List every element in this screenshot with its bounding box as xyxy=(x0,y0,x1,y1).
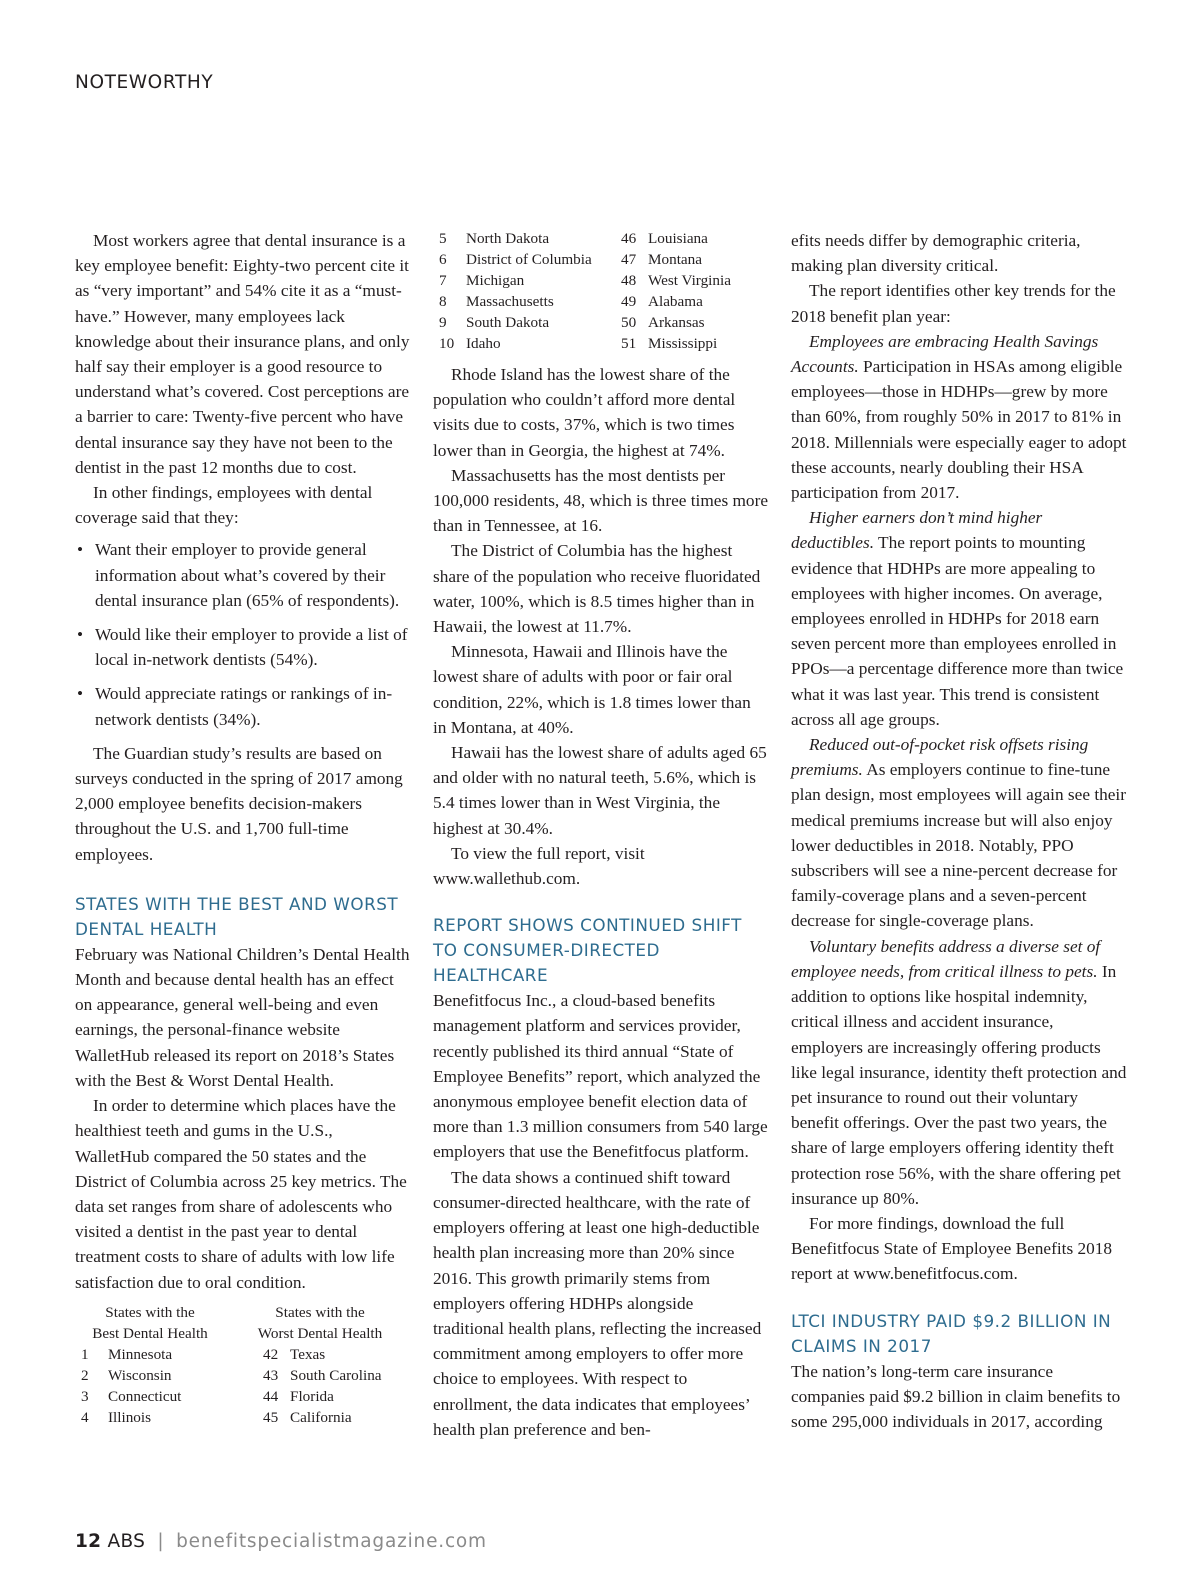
table-row: 5 North Dakota xyxy=(439,230,550,247)
table-row: 7 Michigan xyxy=(439,272,525,289)
findings-list xyxy=(75,537,410,731)
emphasis-lead: Higher earners don’t mind higher deductibles. xyxy=(791,508,1043,553)
body-paragraph: Reduced out-of-pocket risk offsets rising premiums. As employers continue to fine-tune plan design, most employees will again see their medical premiums increase but will also enjoy lower deductibles in 2018. Notably, PPO subscribers will see a nine-percent decrease for family-coverage plans and a seven-percent decrease for single-coverage plans. xyxy=(791,735,1126,931)
best-states-column xyxy=(75,1302,245,1428)
bullet-icon: • xyxy=(77,684,84,704)
body-paragraph: Employees are embracing Health Savings Accounts. Participation in HSAs among eligible employees—those in HDHPs—grew by more than 60%, from roughly 50% in 2017 to 81% in 2018. Millennials were especially eager to adopt these accounts, nearly doubling their HSA participation from 2017. xyxy=(791,331,1127,503)
list-item: • Want their employer to provide general information about what’s covered by their dental insurance plan (65% of respondents). xyxy=(75,537,410,613)
worst-header: States with the Worst Dental Health xyxy=(257,1303,383,1342)
body-paragraph: The District of Columbia has the highest share of the population who receive fluoridated water, 100%, which is 8.5 times higher than in Hawaii, the lowest at 11.7%. xyxy=(433,541,761,637)
page-footer xyxy=(75,1531,487,1552)
bullet-icon: • xyxy=(77,540,84,560)
body-paragraph: Most workers agree that dental insurance is a key employee benefit: Eighty-two percent cite it as “very important” and 54% cite it as a “must-have.” However, many employees lack knowledge about their insurance plans, and only half say their employer is a good resource to understand what’s covered. Cost perceptions are a barrier to care: Twenty-five percent who have dental insurance say they have not been to the dentist in the past 12 months due to cost. xyxy=(75,231,410,477)
table-row: 49 Alabama xyxy=(621,293,703,310)
table-row: 9 South Dakota xyxy=(439,314,550,331)
table-row: 2 Wisconsin xyxy=(81,1366,172,1384)
table-row: 8 Massachusetts xyxy=(439,293,554,310)
body-paragraph: For more findings, download the full Benefitfocus State of Employee Benefits 2018 report at www.benefitfocus.com. xyxy=(791,1213,1113,1284)
column-1 xyxy=(75,228,410,1428)
body-paragraph: Rhode Island has the lowest share of the population who couldn’t afford more dental visits due to costs, 37%, which is two times lower than in Georgia, the highest at 74%. xyxy=(433,365,736,460)
worst-states-column xyxy=(621,228,768,354)
table-row: 45 California xyxy=(263,1408,352,1426)
column-3 xyxy=(791,228,1127,1434)
table-row: 6 District of Columbia xyxy=(439,251,592,268)
body-paragraph: Benefitfocus Inc., a cloud-based benefits management platform and services provider, recently published its third annual “State of Employee Benefits” report, which analyzed the anonymous employee benefit election data of more than 1.3 million consumers from 540 large employers that use the Benefitfocus platform. xyxy=(433,991,768,1162)
body-paragraph: Voluntary benefits address a diverse set of employee needs, from critical illness to pets. In addition to options like hospital indemnity, critical illness and accident insurance, employers are increasingly offering products like legal insurance, identity theft protection and pet insurance to round out their voluntary benefit offerings. Over the past two years, the share of large employers offering identity theft protection rose 56%, with the share offering pet insurance up 80%. xyxy=(791,936,1127,1208)
table-row: 48 West Virginia xyxy=(621,272,731,289)
body-paragraph: In other findings, employees with dental coverage said that they: xyxy=(75,483,373,528)
body-paragraph: Massachusetts has the most dentists per 100,000 residents, 48, which is three times more than in Tennessee, at 16. xyxy=(433,465,769,536)
table-row: 43 South Carolina xyxy=(263,1366,382,1384)
table-row: 3 Connecticut xyxy=(81,1387,182,1405)
body-paragraph: The report identifies other key trends for the 2018 benefit plan year: xyxy=(791,281,1116,326)
body-paragraph: Minnesota, Hawaii and Illinois have the lowest share of adults with poor or fair oral condition, 22%, which is 1.8 times lower than in Montana, at 40%. xyxy=(433,642,751,737)
body-paragraph: efits needs differ by demographic criteria, making plan diversity critical. xyxy=(791,231,1081,276)
table-row: 47 Montana xyxy=(621,251,702,268)
heading-dental-health: STATES WITH THE BEST AND WORST DENTAL HEALTH xyxy=(75,893,399,939)
rankings-table-continued xyxy=(433,228,768,354)
worst-states-column xyxy=(245,1302,405,1428)
table-row: 1 Minnesota xyxy=(81,1345,173,1363)
table-row: 46 Louisiana xyxy=(621,230,708,247)
page-number: 12 xyxy=(75,1531,102,1552)
table-row: 42 Texas xyxy=(263,1345,326,1363)
body-paragraph: In order to determine which places have the healthiest teeth and gums in the U.S., WalletHub compared the 50 states and the District of Columbia across 25 key metrics. The data set ranges from share of adolescents who visited a dentist in the past year to dental treatment costs to share of adults with low life satisfaction due to oral condition. xyxy=(75,1096,407,1292)
best-header: States with the Best Dental Health xyxy=(92,1303,208,1342)
footer-url[interactable]: benefitspecialistmagazine.com xyxy=(176,1531,487,1552)
emphasis-lead: Reduced out-of-pocket risk offsets rising premiums. xyxy=(791,735,1089,780)
emphasis-lead: Voluntary benefits address a diverse set of employee needs, from critical illness to pets. xyxy=(791,936,1101,981)
magazine-abbrev: ABS xyxy=(107,1531,146,1552)
best-states-column xyxy=(433,228,621,354)
emphasis-lead: Employees are embracing Health Savings Accounts. xyxy=(791,331,1099,377)
body-paragraph: February was National Children’s Dental Health Month and because dental health has an effect on appearance, general well-being and even earnings, the personal-finance website WalletHub released its report on 2018’s States with the Best & Worst Dental Health. xyxy=(75,944,410,1090)
rankings-table xyxy=(75,1302,410,1428)
footer-separator: | xyxy=(157,1531,164,1552)
body-paragraph: To view the full report, visit www.wallethub.com. xyxy=(433,843,645,889)
list-item: • Would appreciate ratings or rankings of in-network dentists (34%). xyxy=(75,681,410,731)
heading-ltci: LTCI INDUSTRY PAID $9.2 BILLION IN CLAIMS IN 2017 xyxy=(791,1310,1112,1356)
table-row: 44 Florida xyxy=(263,1387,334,1405)
list-item: • Would like their employer to provide a list of local in-network dentists (54%). xyxy=(75,622,410,672)
body-paragraph: The Guardian study’s results are based on surveys conducted in the spring of 2017 among 2,000 employee benefits decision-makers throughout the U.S. and 1,700 full-time employees. xyxy=(75,743,403,864)
body-paragraph: Higher earners don’t mind higher deductibles. The report points to mounting evidence that HDHPs are more appealing to employees with higher incomes. On average, employees enrolled in HDHPs for 2018 earn seven percent more than employees enrolled in PPOs—a percentage difference more than twice what it was last year. This trend is consistent across all age groups. xyxy=(791,508,1124,729)
body-paragraph: Hawaii has the lowest share of adults aged 65 and older with no natural teeth, 5.6%, which is 5.4 times lower than in West Virginia, the highest at 30.4%. xyxy=(433,743,767,838)
table-row: 51 Mississippi xyxy=(621,335,718,352)
table-row: 4 Illinois xyxy=(81,1408,152,1426)
heading-report: REPORT SHOWS CONTINUED SHIFT TO CONSUMER-DIRECTED HEALTHCARE xyxy=(433,915,742,986)
bullet-icon: • xyxy=(77,625,84,645)
section-label: NOTEWORTHY xyxy=(75,72,214,93)
body-paragraph: The data shows a continued shift toward consumer-directed healthcare, with the rate of employers offering at least one high-deductible health plan increasing more than 20% since 2016. This growth primarily stems from employers offering HDHPs alongside traditional health plans, reflecting the increased commitment among employers to offer more choice to employees. With respect to enrollment, the data indicates that employees’ health plan preference and ben- xyxy=(433,1167,762,1439)
table-row: 50 Arkansas xyxy=(621,314,705,331)
body-paragraph: The nation’s long-term care insurance companies paid $9.2 billion in claim benefits to some 295,000 individuals in 2017, according xyxy=(791,1361,1121,1431)
column-2 xyxy=(433,228,768,1442)
table-row: 10 Idaho xyxy=(439,335,501,352)
